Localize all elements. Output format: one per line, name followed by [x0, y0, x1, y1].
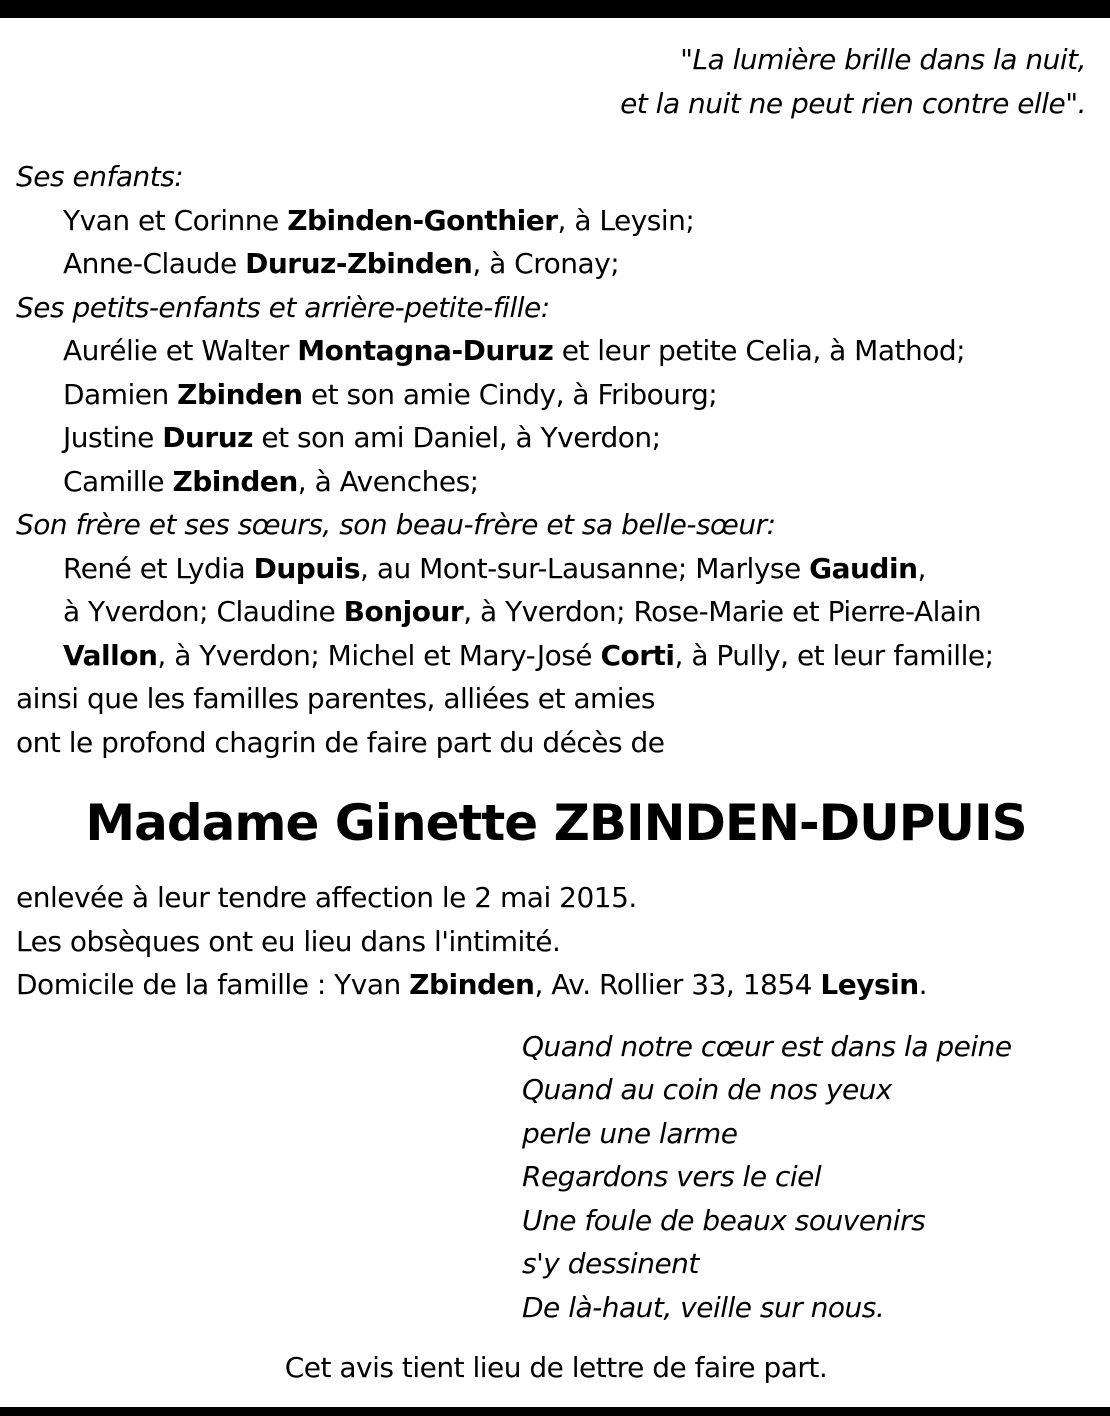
family-name: Vallon	[63, 638, 158, 672]
grandchildren-section	[16, 286, 1096, 504]
siblings-line	[16, 634, 1096, 678]
announcement-line: ainsi que les familles parentes, alliées et amies	[16, 682, 655, 715]
poem-line: s'y dessinent	[522, 1247, 699, 1280]
entry-text: Yvan et Corinne	[63, 203, 288, 237]
siblings-heading: Son frère et ses sœurs, son beau-frère et sa belle-sœur:	[16, 508, 776, 541]
entry-text: Justine	[63, 421, 163, 454]
family-entry	[16, 416, 1096, 460]
family-entry	[16, 242, 1096, 286]
family-name: Corti	[600, 638, 675, 672]
family-entry	[16, 373, 1096, 417]
epigraph-line: "La lumière brille dans la nuit,	[680, 43, 1086, 76]
date-of-death-line: enlevée à leur tendre affection le 2 mai 2015.	[16, 881, 637, 914]
poem	[522, 1025, 1096, 1330]
family-name: Zbinden-Gonthier	[287, 203, 558, 237]
announcement-line: ont le profond chagrin de faire part du décès de	[16, 725, 665, 759]
family-entry	[16, 329, 1096, 373]
entry-text: Domicile de la famille : Yvan	[16, 968, 410, 1001]
siblings-section	[16, 503, 1096, 677]
entry-text: ,	[917, 551, 926, 585]
poem-line: Quand notre cœur est dans la peine	[522, 1029, 1012, 1063]
siblings-line	[16, 547, 1096, 591]
funeral-line: Les obsèques ont eu lieu dans l'intimité.	[16, 924, 561, 958]
family-name: Dupuis	[253, 551, 361, 585]
family-name: Bonjour	[343, 595, 464, 628]
family-entry	[16, 460, 1096, 504]
children-heading: Ses enfants:	[16, 160, 184, 193]
top-border-rule	[0, 0, 1110, 18]
entry-text: , à Leysin;	[557, 203, 695, 237]
poem-line: De là-haut, veille sur nous.	[522, 1290, 885, 1324]
entry-text: René et Lydia	[63, 551, 254, 585]
poem-line: Regardons vers le ciel	[522, 1160, 822, 1193]
family-name: Zbinden	[172, 464, 298, 498]
details-section	[16, 876, 1096, 1007]
entry-text: Camille	[63, 464, 173, 498]
entry-text: à Yverdon; Claudine	[63, 595, 344, 628]
obituary-notice	[16, 38, 1096, 1390]
poem-line: Une foule de beaux souvenirs	[522, 1203, 926, 1237]
family-name: Gaudin	[809, 551, 918, 585]
entry-text: Anne-Claude	[63, 247, 246, 280]
deceased-name: Madame Ginette ZBINDEN-DUPUIS	[85, 794, 1027, 852]
family-name: Zbinden	[177, 377, 303, 411]
footer-note: Cet avis tient lieu de lettre de faire part.	[284, 1351, 828, 1384]
entry-text: , à Avenches;	[297, 464, 479, 498]
family-name: Zbinden	[409, 968, 535, 1001]
entry-text: , à Yverdon; Rose-Marie et Pierre-Alain	[463, 595, 982, 628]
epigraph-line: et la nuit ne peut rien contre elle".	[620, 86, 1086, 120]
entry-text: .	[918, 968, 928, 1001]
family-entry	[16, 199, 1096, 243]
entry-text: et son ami Daniel, à Yverdon;	[252, 421, 661, 454]
family-name: Duruz-Zbinden	[245, 247, 473, 280]
place-name: Leysin	[820, 968, 919, 1001]
family-name: Duruz	[162, 421, 253, 454]
poem-line: perle une larme	[522, 1116, 738, 1150]
family-domicile-line	[16, 963, 1096, 1007]
entry-text: , à Pully, et leur famille;	[674, 638, 994, 672]
siblings-line	[16, 590, 1096, 634]
entry-text: Damien	[63, 377, 178, 411]
grandchildren-heading: Ses petits-enfants et arrière-petite-fille:	[16, 290, 550, 324]
family-name: Montagna-Duruz	[297, 334, 554, 367]
children-section	[16, 155, 1096, 286]
entry-text: , au Mont-sur-Lausanne; Marlyse	[360, 551, 810, 585]
announcement-text	[16, 677, 1096, 764]
entry-text: et leur petite Celia, à Mathod;	[553, 334, 966, 367]
entry-text: Aurélie et Walter	[63, 334, 298, 367]
entry-text: , Av. Rollier 33, 1854	[534, 968, 821, 1001]
bottom-border-rule	[0, 1407, 1110, 1416]
entry-text: et son amie Cindy, à Fribourg;	[302, 377, 718, 411]
epigraph-quote	[16, 38, 1096, 125]
entry-text: , à Cronay;	[472, 247, 620, 280]
entry-text: , à Yverdon; Michel et Mary-José	[157, 638, 601, 672]
poem-line: Quand au coin de nos yeux	[522, 1073, 892, 1106]
